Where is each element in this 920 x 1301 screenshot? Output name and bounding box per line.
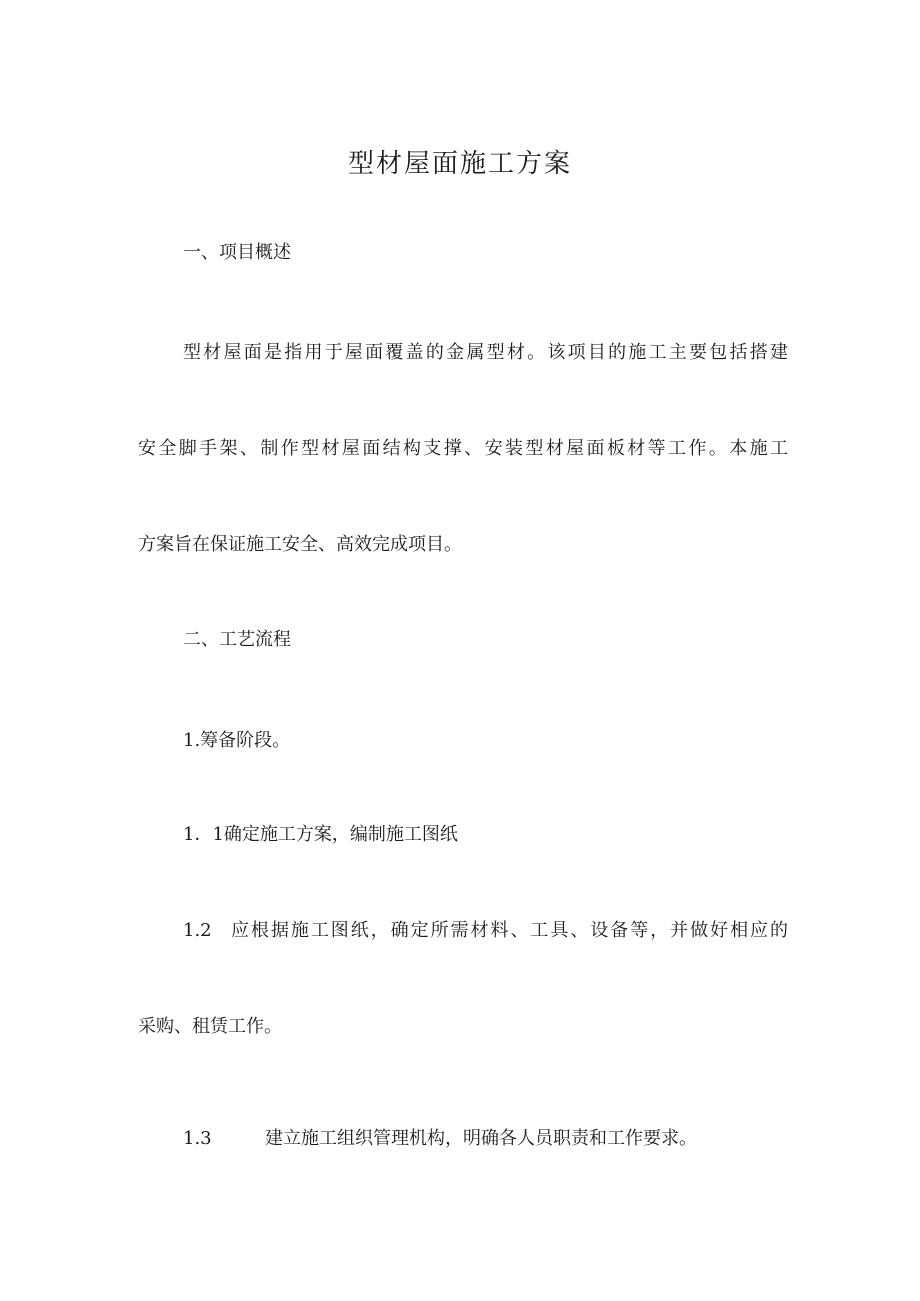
overview-paragraph-line-1: 型材屋面是指用于屋面覆盖的金属型材。该项目的施工主要包括搭建 <box>183 342 788 363</box>
step-1-2-text: 应根据施工图纸，确定所需材料、工具、设备等，并做好相应的 <box>229 920 788 941</box>
section-heading-overview: 一、项目概述 <box>183 242 291 263</box>
step-1-1-text: 1．1确定施工方案，编制施工图纸 <box>183 824 458 845</box>
section-heading-process: 二、工艺流程 <box>183 629 291 650</box>
step-1-heading: 1.筹备阶段。 <box>183 730 291 751</box>
step-1-3-number: 1.3 <box>183 1128 212 1149</box>
step-1-2-number: 1.2 <box>183 920 212 941</box>
step-1-2-line-2: 采购、租赁工作。 <box>138 1016 282 1037</box>
overview-paragraph-line-2: 安全脚手架、制作型材屋面结构支撑、安装型材屋面板材等工作。本施工 <box>138 438 788 459</box>
step-1-2-line-1 <box>183 918 788 944</box>
step-1-3-text: 建立施工组织管理机构，明确各人员职责和工作要求。 <box>265 1128 697 1149</box>
overview-paragraph-line-3: 方案旨在保证施工安全、高效完成项目。 <box>138 534 462 555</box>
step-1-3-line <box>183 1126 788 1152</box>
document-title: 型材屋面施工方案 <box>347 149 572 179</box>
